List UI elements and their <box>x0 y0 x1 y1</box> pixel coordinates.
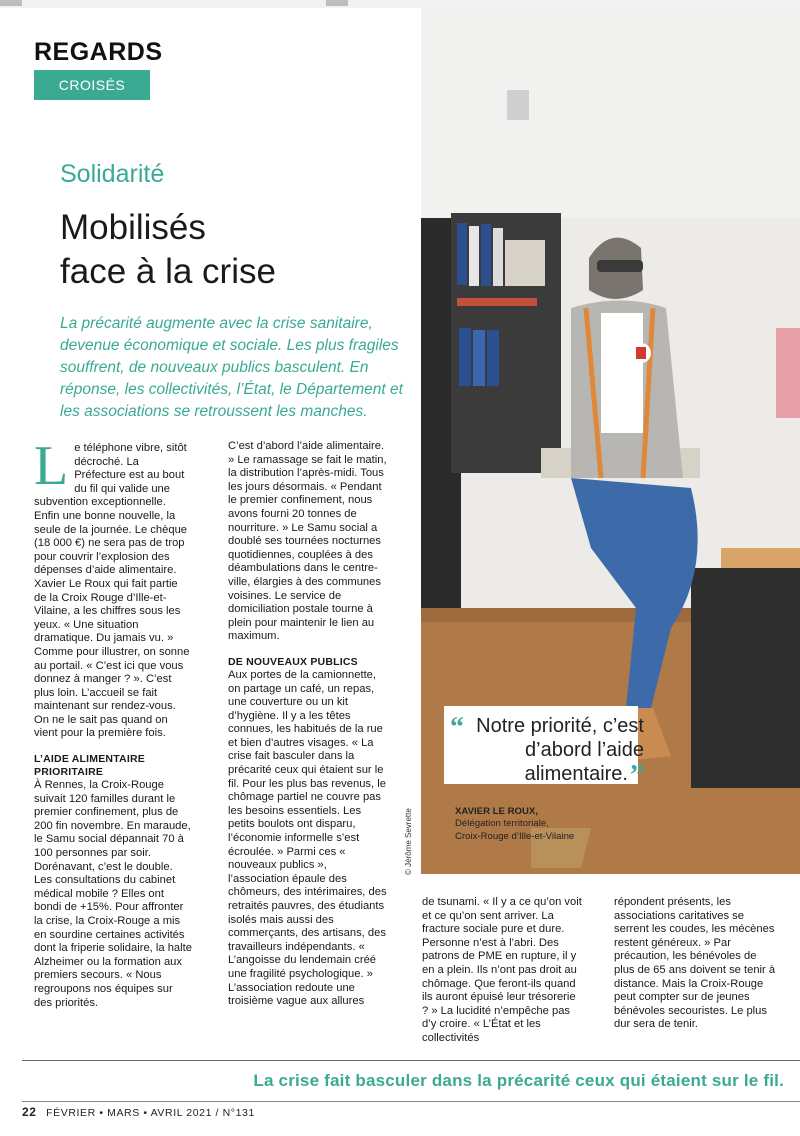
top-tick-left <box>0 0 22 6</box>
quote-role-line-2: Croix-Rouge d’Ille-et-Vilaine <box>455 830 575 842</box>
issue-info: FÉVRIER • MARS • AVRIL 2021 / N°131 <box>46 1107 255 1119</box>
quote-text-block <box>454 714 644 791</box>
drop-cap: L <box>34 435 69 497</box>
quote-close-mark: ” <box>630 760 644 791</box>
body-column-2 <box>228 440 388 1009</box>
page-footer <box>22 1105 255 1119</box>
photo-credit <box>404 785 418 875</box>
body-paragraph: À Rennes, la Croix-Rouge suivait 120 familles durant le premier confinement, plus de 200 fin novembre. En maraude, le Samu social dépannait 70 à 100 personnes par soir. Dorénavant, c’est le double. Les consultations du cabinet médical mobile ? Elles ont bondi de +15%. Pour affronter la crise, la Croix-Rouge a mis en sourdine certaines activités dont la friperie solidaire, la halte Alzheimer ou la formation aux premiers secours. « Nous regroupons nos équipes sur des priorités. <box>34 779 192 1009</box>
headline-line-2: face à la crise <box>60 252 276 291</box>
top-tick-middle <box>326 0 348 6</box>
body-text: e téléphone vibre, sitôt décroché. La Préfecture est au bout du fil qui valide une subvention exceptionnelle. Enfin une bonne nouvelle, la seule de la journée. Le chèque (18 000 €) ne sera pas de trop pour couvrir l’explosion des dépenses d’aide alimentaire. Xavier Le Roux qui fait partie de la Croix Rouge d’Ille-et-Vilaine, a les chiffres sous les yeux. « Une situation dramatique. Du jamais vu. » Comme pour illustrer, on sonne au portail. « C’est ici que vous donnez à manger ? ». C’est plus loin. L’accueil se fait maintenant sur rendez-vous. On ne le sait pas quand on vient pour la première fois. <box>34 442 190 740</box>
body-column-3 <box>422 896 584 1046</box>
quote-role-line-1: Délégation territoriale, <box>455 818 549 829</box>
quote-open-mark: “ <box>450 712 464 743</box>
quote-text: Notre priorité, c’est d’abord l’aide alimentaire. <box>476 715 644 785</box>
body-paragraph: de tsunami. « Il y a ce qu’on voit et ce qu’on sent arriver. La fracture sociale pure et dure. Personne n’est à l’abri. Des patrons de PME en rupture, il y en a plein. Ils n’ont pas droit au chômage. Que feront-ils quand ils auront épuisé leur trésorerie ? » La lucidité n’empêche pas d’y croire. « L’État et les collectivités <box>422 896 582 1044</box>
subheading-aide-alimentaire: L’AIDE ALIMENTAIRE PRIORITAIRE <box>34 753 145 779</box>
photo-credit-text: © Jérôme Sevrette <box>404 808 413 875</box>
section-subtitle-badge: CROISÉS <box>34 70 150 100</box>
body-paragraph: répondent présents, les associations caritatives se serrent les coudes, les mécènes restent généreux. » Par précaution, les bénévoles de plus de 65 ans doivent se tenir à distance. Mais la Croix-Rouge peut compter sur de jeunes bénévoles secouristes. Le plus dur sera de tenir. <box>614 896 776 1031</box>
footer-divider <box>22 1101 800 1102</box>
quote-author: XAVIER LE ROUX, <box>455 806 538 817</box>
body-column-1 <box>34 435 192 1010</box>
pullquote-divider <box>22 1060 800 1061</box>
page-number: 22 <box>22 1105 37 1119</box>
pullquote: La crise fait basculer dans la précarité ceux qui étaient sur le fil. <box>253 1071 784 1090</box>
article-headline <box>60 206 400 294</box>
quote-role <box>455 818 574 843</box>
viewer-top-bar <box>0 0 800 8</box>
subheading-nouveaux-publics: DE NOUVEAUX PUBLICS <box>228 655 358 668</box>
headline-line-1: Mobilisés <box>60 208 206 247</box>
article-lead: La précarité augmente avec la crise sanitaire, devenue économique et sociale. Les plus fragiles souffrent, de nouveaux publics basculent. En réponse, les collectivités, l’État, le Département et les associations se retroussent les manches. <box>60 315 403 420</box>
body-paragraph <box>34 435 192 741</box>
article-kicker: Solidarité <box>60 160 165 188</box>
section-title: REGARDS <box>34 38 163 66</box>
body-paragraph: Aux portes de la camionnette, on partage un café, un repas, une couverture ou un kit d’hygiène. Il y a les têtes connues, les habitués de la rue et bien d’autres visages. « La crise fait basculer dans la précarité ceux qui étaient sur le fil. Pour les plus bas revenus, le chômage partiel ne couvre pas les besoins essentiels. Les petits boulots ont disparu, l’économie informelle s’est écroulée. » Parmi ces « nouveaux publics », l’association épaule des chômeurs, des intérimaires, des retraités pauvres, des étudiants isolés mais aussi des commerçants, des artisans, des travailleurs indépendants. « L’angoisse du lendemain créé une fragilité psychologique. » L’association redoute une troisième vague aux allures <box>228 668 387 1008</box>
body-column-4 <box>614 896 780 1032</box>
body-paragraph: C’est d’abord l’aide alimentaire. » Le ramassage se fait le matin, la distribution l’après-midi. Tous les jours désormais. « Pendant le premier confinement, nous avons fourni 20 tonnes de nourriture. » Le Samu social a doublé ses tournées nocturnes quotidiennes, couplées à des déambulations dans le centre-ville, élargies à des communes voisines. Le service de domiciliation postale tourne à plein pour maintenir le lien au maximum. <box>228 440 387 643</box>
